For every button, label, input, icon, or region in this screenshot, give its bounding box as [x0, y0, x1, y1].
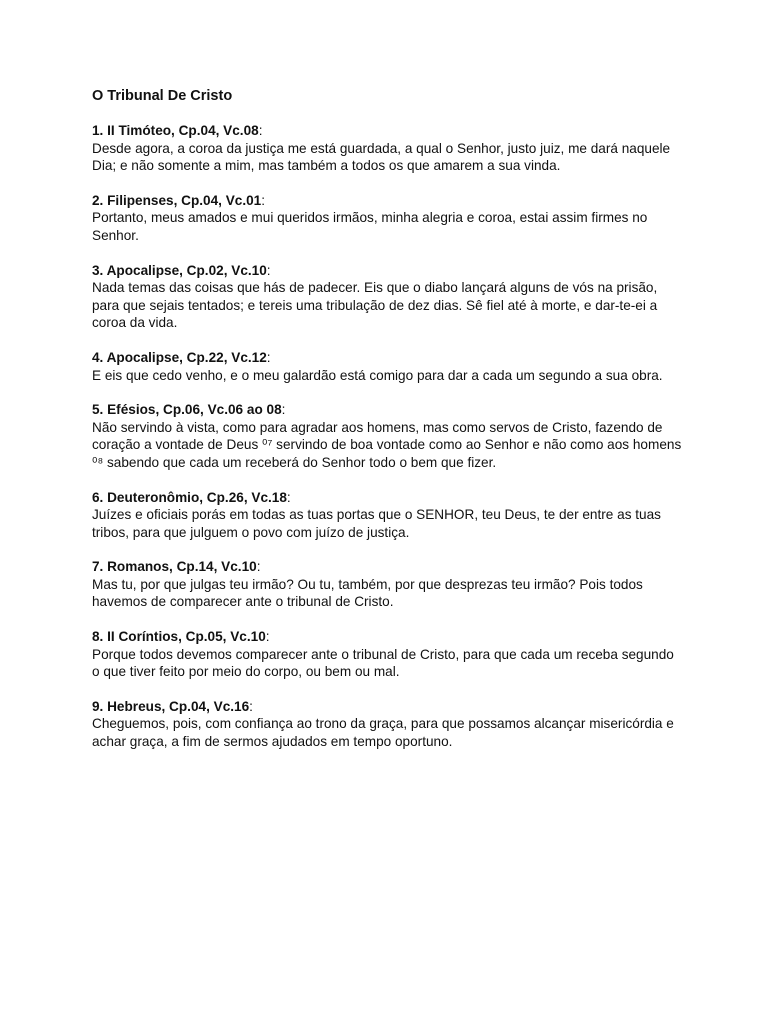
verse-entry-5 [92, 401, 682, 471]
verse-reference-colon: : [261, 192, 266, 208]
verse-reference [92, 401, 682, 419]
verse-entry-9 [92, 698, 682, 751]
document-page [92, 86, 682, 768]
verse-reference-colon: : [281, 402, 286, 418]
verse-entry-4 [92, 349, 682, 384]
verse-reference [92, 192, 682, 210]
verse-reference-text: 5. Efésios, Cp.06, Vc.06 ao 08 [92, 402, 282, 418]
verse-entry-6 [92, 489, 682, 542]
verse-reference-text: 8. II Coríntios, Cp.05, Vc.10 [92, 629, 266, 645]
verse-reference [92, 489, 682, 507]
verse-reference-text: 6. Deuteronômio, Cp.26, Vc.18 [92, 489, 287, 505]
verse-text: Não servindo à vista, como para agradar aos homens, mas como servos de Cristo, fazendo de coração a vontade de Deus ⁰⁷ servindo de boa vontade como ao Senhor e não como aos homens ⁰⁸ sabendo que cada um receberá do Senhor todo o bem que fizer. [92, 419, 682, 470]
verse-entry-7 [92, 558, 682, 611]
verse-reference-text: 7. Romanos, Cp.14, Vc.10 [92, 559, 257, 575]
verse-reference-colon: : [258, 123, 263, 138]
verse-text: Mas tu, por que julgas teu irmão? Ou tu, também, por que desprezas teu irmão? Pois todos havemos de comparecer ante o tribunal de Cristo. [92, 576, 643, 610]
verse-reference [92, 628, 682, 646]
verse-entry-2 [92, 192, 682, 245]
verse-reference [92, 349, 682, 367]
verse-entry-1 [92, 122, 682, 175]
verse-text: Portanto, meus amados e mui queridos irmãos, minha alegria e coroa, estai assim firmes no Senhor. [92, 210, 648, 243]
verse-reference-colon: : [265, 629, 270, 645]
verse-text: Juízes e oficiais porás em todas as tuas portas que o SENHOR, teu Deus, te der entre as tuas tribos, para que julguem o povo com juízo de justiça. [92, 507, 661, 540]
verse-reference-colon: : [266, 262, 271, 278]
verse-reference-colon: : [266, 349, 271, 365]
verse-reference-text: 4. Apocalipse, Cp.22, Vc.12 [92, 349, 267, 365]
verse-reference-colon: : [256, 559, 261, 575]
verse-reference-text: 9. Hebreus, Cp.04, Vc.16 [92, 698, 250, 714]
verse-reference-text: 3. Apocalipse, Cp.02, Vc.10 [92, 262, 267, 278]
verse-text: Desde agora, a coroa da justiça me está guardada, a qual o Senhor, justo juiz, me dará naquele Dia; e não somente a mim, mas também a todos os que amarem a sua vinda. [92, 140, 671, 174]
verse-entry-3 [92, 262, 682, 332]
verse-text: Porque todos devemos comparecer ante o tribunal de Cristo, para que cada um receba segundo o que tiver feito por meio do corpo, ou bem ou mal. [92, 646, 674, 680]
verse-reference [92, 122, 682, 140]
verse-text: Nada temas das coisas que hás de padecer. Eis que o diabo lançará alguns de vós na prisão, para que sejais tentados; e tereis uma tribulação de dez dias. Sê fiel até à morte, e dar-te-ei a coroa da vida. [92, 280, 658, 331]
verse-reference [92, 558, 682, 576]
verse-reference-colon: : [249, 698, 253, 714]
verse-reference [92, 698, 682, 716]
document-title: O Tribunal De Cristo [92, 88, 233, 104]
verse-text: Cheguemos, pois, com confiança ao trono da graça, para que possamos alcançar misericórdia e achar graça, a fim de sermos ajudados em tempo oportuno. [92, 716, 674, 750]
verse-reference-text: 2. Filipenses, Cp.04, Vc.01 [92, 192, 262, 208]
verse-reference-text: 1. II Timóteo, Cp.04, Vc.08 [92, 123, 259, 138]
verse-entry-8 [92, 628, 682, 681]
verse-reference [92, 262, 682, 280]
verse-reference-colon: : [286, 489, 291, 505]
verse-text: E eis que cedo venho, e o meu galardão está comigo para dar a cada um segundo a sua obra. [92, 367, 663, 383]
